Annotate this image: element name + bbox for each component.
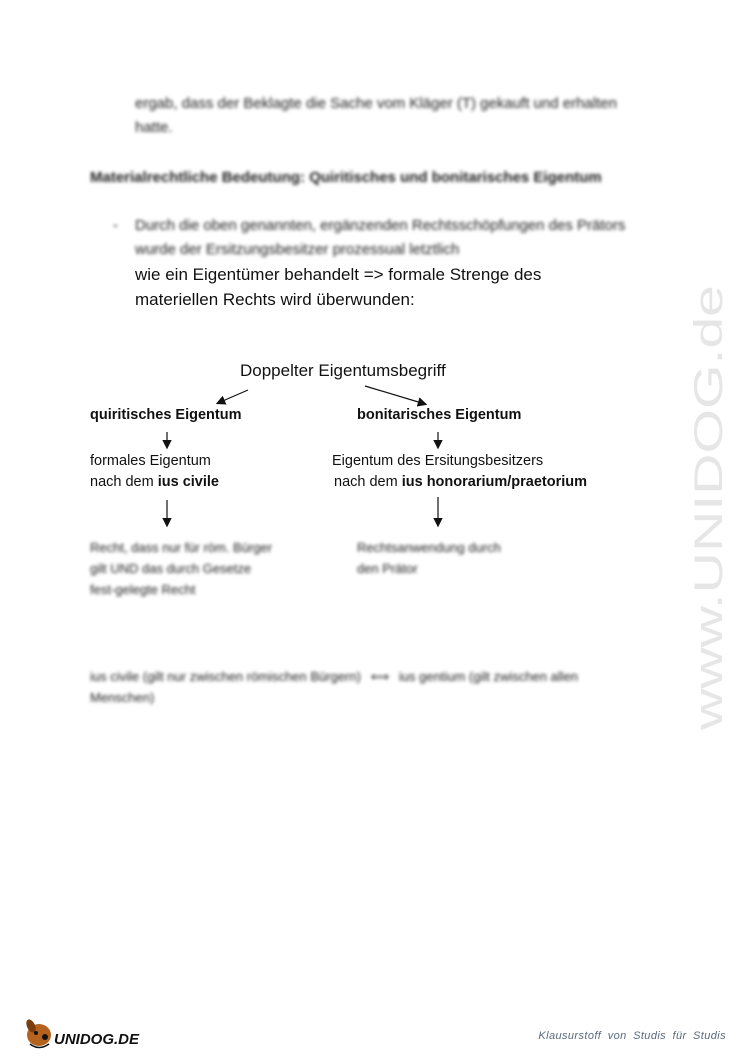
right-text — [332, 451, 587, 493]
footer-logo — [22, 1014, 152, 1052]
right-blurred: Rechtsanwendung durch den Prätor — [357, 540, 501, 576]
right-line-2 — [334, 472, 587, 493]
section-heading: Materialrechtliche Bedeutung: Quiritisches und bonitarisches Eigentum — [90, 169, 602, 186]
watermark-text: www.UNIDOG.de — [687, 418, 731, 730]
footer-tagline: Klausurstoff von Studis für Studis — [538, 1030, 726, 1042]
arrow-to-right — [365, 386, 425, 404]
left-line-2-bold: ius civile — [157, 474, 219, 490]
dog-icon — [22, 1014, 152, 1052]
watermark — [687, 280, 731, 740]
arrow-to-left — [218, 390, 248, 403]
comparison-left: ius civile (gilt nur zwischen römischen Bürgern) — [90, 669, 361, 684]
logo-text: UNIDOG.DE — [54, 1031, 140, 1048]
left-heading: quiritisches Eigentum — [90, 407, 242, 423]
left-line-1: formales Eigentum — [90, 453, 211, 469]
comparison-right: ius gentium (gilt zwischen allen Menschen) — [90, 669, 579, 705]
diagram-title: Doppelter Eigentumsbegriff — [240, 361, 446, 380]
intro-paragraph: ergab, dass der Beklagte die Sache vom Kläger (T) gekauft und erhalten hatte. — [135, 95, 617, 136]
right-line-1: Eigentum des Ersitungsbesitzers — [332, 453, 544, 469]
left-line-2 — [90, 472, 219, 493]
bullet-line-2: materiellen Rechts wird überwunden: — [135, 290, 415, 309]
comparison — [90, 666, 620, 708]
left-blurred: Recht, dass nur für röm. Bürger gilt UND das durch Gesetze fest-gelegte Recht — [90, 540, 273, 597]
right-line-2-prefix: nach dem — [334, 474, 402, 490]
right-line-2-bold: ius honorarium/praetorium — [401, 474, 588, 490]
bullet-blurred-text: Durch die oben genannten, ergänzenden Rechtsschöpfungen des Prätors wurde der Ersitzungsbesitzer prozessual letztlich — [135, 217, 626, 258]
left-text — [90, 451, 219, 493]
bullet-marker: - — [113, 217, 118, 234]
right-heading: bonitarisches Eigentum — [357, 407, 522, 423]
double-arrow-icon: ⟺ — [370, 669, 390, 684]
left-line-2-prefix: nach dem — [90, 474, 158, 490]
bullet-line-1: wie ein Eigentümer behandelt => formale Strenge des — [135, 265, 542, 284]
bullet-clear-text — [135, 262, 655, 312]
